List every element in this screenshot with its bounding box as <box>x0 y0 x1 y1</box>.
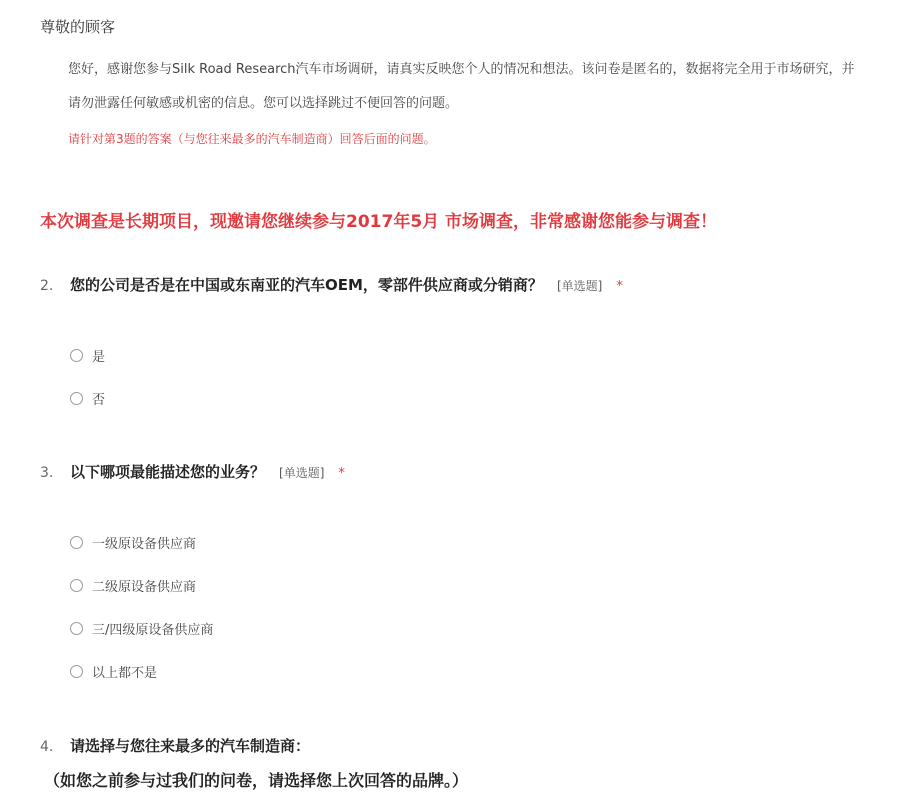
option-label: 二级原设备供应商 <box>92 580 197 595</box>
radio-button[interactable] <box>70 665 83 678</box>
question-number: 2. <box>40 278 54 294</box>
required-marker: * <box>616 279 623 294</box>
option-label: 否 <box>92 393 106 408</box>
question-number: 3. <box>40 465 54 481</box>
radio-button[interactable] <box>70 579 83 592</box>
question-3-option-tier3-4[interactable] <box>70 619 213 638</box>
required-marker: * <box>338 466 345 481</box>
survey-intro-line1: 您好，感谢您参与Silk Road Research汽车市场调研，请真实反映您个人的情况和想法。该问卷是匿名的，数据将完全用于市场研究，并 <box>68 62 855 77</box>
survey-intro-line2: 请勿泄露任何敏感或机密的信息。您可以选择跳过不便回答的问题。 <box>68 96 459 111</box>
option-label: 以上都不是 <box>92 666 158 681</box>
question-3-option-tier1[interactable] <box>70 533 196 552</box>
survey-red-note: 请针对第3题的答案（与您往来最多的汽车制造商）回答后面的问题。 <box>68 132 436 146</box>
question-2-header <box>40 274 623 295</box>
question-4-header <box>40 735 310 756</box>
question-2-option-yes[interactable] <box>70 346 105 365</box>
survey-banner: 本次调查是长期项目，现邀请您继续参与2017年5月 市场调查，非常感谢您能参与调查！ <box>40 212 718 232</box>
option-label: 一级原设备供应商 <box>92 537 197 552</box>
radio-button[interactable] <box>70 349 83 362</box>
survey-greeting: 尊敬的顾客 <box>40 18 116 36</box>
option-label: 是 <box>92 350 106 365</box>
question-type-tag: [单选题] <box>279 466 325 480</box>
question-3-option-tier2[interactable] <box>70 576 196 595</box>
radio-button[interactable] <box>70 392 83 405</box>
radio-button[interactable] <box>70 622 83 635</box>
question-text: 您的公司是否是在中国或东南亚的汽车OEM，零部件供应商或分销商？ <box>70 276 543 294</box>
question-text: 以下哪项最能描述您的业务？ <box>70 463 266 481</box>
question-text: 请选择与您往来最多的汽车制造商： <box>70 737 311 755</box>
question-4-subtext: （如您之前参与过我们的问卷，请选择您上次回答的品牌。） <box>44 771 469 790</box>
question-3-header <box>40 461 345 482</box>
option-label: 三/四级原设备供应商 <box>92 623 214 638</box>
question-number: 4. <box>40 739 54 755</box>
question-2-option-no[interactable] <box>70 389 105 408</box>
question-3-option-none[interactable] <box>70 662 157 681</box>
radio-button[interactable] <box>70 536 83 549</box>
question-type-tag: [单选题] <box>556 279 603 293</box>
